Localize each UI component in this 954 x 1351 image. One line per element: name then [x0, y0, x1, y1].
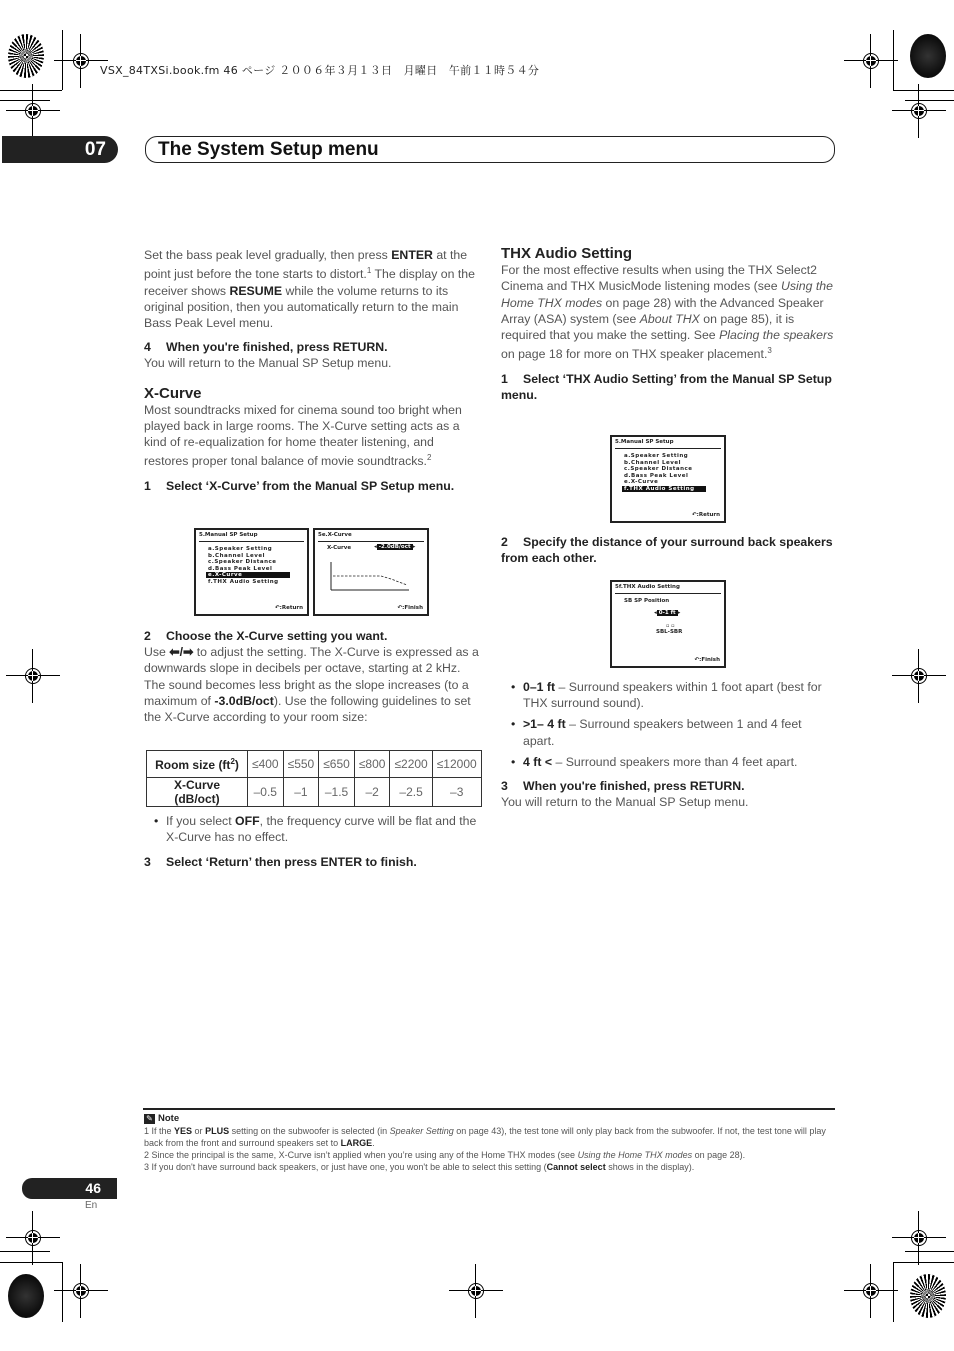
table-cell: ≤12000 [432, 751, 481, 778]
registration-mark-icon [908, 665, 930, 687]
registration-mark-icon [908, 100, 930, 122]
menu-item: b.Channel Level [624, 459, 681, 466]
speaker-label: SBL-SBR [656, 629, 683, 635]
crop-mark [893, 1262, 894, 1322]
note-1: 1 If the YES or PLUS setting on the subwoofer is selected (in Speaker Setting on page 43), the test tone will only play back from the subwoofer. If not, the test tone will play back from the front and surround speakers set to LARGE. [144, 1126, 826, 1148]
thx-step-3-title: 3 When you're finished, press RETURN. [501, 779, 745, 794]
registration-mark-icon [908, 1227, 930, 1249]
bullet-item: • >1– 4 ft – Surround speakers between 1 and 4 feet apart. [501, 716, 836, 748]
menu-item: e.X-Curve [624, 479, 659, 485]
table-cell: ≤2200 [390, 751, 432, 778]
finish-hint: ↶:Finish [397, 605, 423, 611]
thx-options [501, 679, 836, 810]
crop-mark [0, 90, 62, 91]
footnote-ref: 2 [426, 453, 432, 463]
registration-mark-icon [860, 50, 882, 72]
sb-sp-position-value: ◂ 0-1 ft ▸ [654, 610, 681, 616]
crop-mark [0, 1251, 50, 1252]
color-target-top-right [910, 34, 946, 78]
registration-mark-icon [860, 1280, 882, 1302]
note-3: 3 If you don't have surround back speakers, or just have one, you won't be able to select this setting (Cannot select shows in the display). [144, 1162, 695, 1172]
registration-mark-icon [70, 50, 92, 72]
x-curve-step-1: 1 Select ‘X-Curve’ from the Manual SP Setup menu. [144, 478, 455, 493]
note-2: 2 Since the principal is the same, X-Curve isn’t applied when you’re using any of the Home THX modes (see Using the Home THX modes on page 28). [144, 1150, 746, 1160]
table-cell: –1 [283, 778, 319, 807]
x-curve-table [146, 750, 482, 807]
notes-title: ✎ Note [144, 1112, 834, 1125]
sb-sp-position-label: SB SP Position [624, 598, 670, 604]
table-cell: –3 [432, 778, 481, 807]
table-header-room-size: Room size $(ft^2)$ [147, 751, 248, 778]
menu-item: c.Speaker Distance [208, 559, 277, 565]
table-row [147, 778, 482, 807]
menu-item-selected: e.X-Curve [206, 572, 290, 578]
chapter-title: The System Setup menu [158, 139, 379, 160]
table-header-x-curve: X-Curve (dB/oct) [147, 778, 248, 807]
menu-item: d.Bass Peak Level [624, 472, 689, 479]
table-cell: ≤800 [354, 751, 390, 778]
crop-mark [0, 1262, 62, 1263]
file-header: VSX_84TXSi.book.fm 46 ページ ２００６年３月１３日 月曜日 午前１１時５４分 [100, 64, 540, 77]
registration-mark-icon [465, 1280, 487, 1302]
table-cell: ≤400 [248, 751, 284, 778]
table-row [147, 751, 482, 778]
language-label: En [85, 1200, 98, 1211]
display-screen-thx-audio-setting: 5f.THX Audio Setting SB SP Position ◂ 0-1 ft ▸ ▫ ▫ SBL-SBR ↶:Finish [610, 580, 726, 668]
thx-step-1: 1 Select ‘THX Audio Setting’ from the Manual SP Setup menu. [501, 371, 832, 402]
left-column [144, 247, 479, 494]
return-hint: ↶:Return [692, 512, 720, 518]
registration-mark-icon [22, 665, 44, 687]
table-cell: –1.5 [319, 778, 355, 807]
x-curve-step-2-text: Use ⬅/➡ to adjust the setting. The X-Curve is expressed as a downwards slope in decibels per octave, starting at 2 kHz. The sound becomes less bright as the slope increases (to a maximum of -3.0dB/oct). Use the following guidelines to set the X-Curve according to your room size: [144, 645, 479, 725]
finish-hint: ↶:Finish [694, 657, 720, 663]
menu-item: b.Channel Level [208, 552, 265, 559]
x-curve-value: ◂ -2.0dB/oct ▸ [374, 544, 416, 550]
registration-mark-icon [22, 100, 44, 122]
footnote-ref: 1 [366, 266, 372, 276]
menu-item-selected: f.THX Audio Setting [622, 486, 706, 492]
color-target-bottom-right [910, 1274, 946, 1318]
crop-mark [893, 1262, 954, 1263]
thx-intro: For the most effective results when using the THX Select2 Cinema and THX MusicMode listening modes (see Using the Home THX modes on page 28) with the Advanced Speaker Array (ASA) system (see About THX on page 85), it is required that you make the setting. See Placing the speakers on page 18 for more on THX speaker placement.$^3$ [501, 263, 834, 362]
thx-step-2-title: 2 Specify the distance of your surround back speakers from each other. [501, 535, 833, 566]
crop-mark [62, 1262, 63, 1322]
menu-item: c.Speaker Distance [624, 466, 693, 472]
registration-mark-icon [70, 1280, 92, 1302]
menu-item: a.Speaker Setting [624, 453, 689, 459]
page-number: 46 [22, 1178, 117, 1199]
display-screen-manual-sp-setup: 5.Manual SP Setup a.Speaker Setting b.Channel Level c.Speaker Distance d.Bass Peak Level e.X-Curve f.THX Audio Setting ↶:Return [194, 528, 309, 616]
table-cell: –2 [354, 778, 390, 807]
footnote-ref: 3 [767, 346, 772, 356]
table-cell: –2.5 [390, 778, 432, 807]
x-curve-step-3: 3 Select ‘Return’ then press ENTER to finish. [144, 855, 417, 870]
arrow-keys-icon: ⬅/➡ [169, 645, 194, 660]
return-hint: ↶:Return [275, 605, 303, 611]
bullet-item: • 0–1 ft – Surround speakers within 1 foot apart (best for THX surround sound). [501, 679, 836, 711]
chapter-title-box [145, 136, 835, 163]
x-curve-label: X-Curve [327, 545, 352, 551]
intro-paragraph: Set the bass peak level gradually, then press ENTER at the point just before the tone starts to distort.$^1$ The display on the receiver shows RESUME while the volume returns to its original position, then you automatically return to the main Bass Peak Level menu. [144, 248, 475, 330]
pencil-note-icon: ✎ [144, 1114, 155, 1124]
crop-mark [893, 90, 954, 91]
x-curve-step-2-title: 2 Choose the X-Curve setting you want. [144, 629, 388, 643]
notes-section [144, 1112, 834, 1173]
menu-item: f.THX Audio Setting [208, 578, 279, 585]
step-4-text: You will return to the Manual SP Setup menu. [144, 356, 392, 371]
section-heading-thx-audio-setting: THX Audio Setting [501, 245, 633, 262]
display-screen-manual-sp-setup: 5.Manual SP Setup a.Speaker Setting b.Channel Level c.Speaker Distance d.Bass Peak Level e.X-Curve f.THX Audio Setting ↶:Return [610, 435, 726, 523]
notes-divider [143, 1108, 835, 1110]
bullet-item: • 4 ft < – Surround speakers more than 4 feet apart. [501, 754, 836, 770]
x-curve-step-2 [144, 628, 479, 725]
table-cell: –0.5 [248, 778, 284, 807]
chapter-number: 07 [2, 136, 118, 163]
bullet-item: • If you select OFF, the frequency curve will be flat and the X-Curve has no effect. [144, 813, 479, 845]
color-target-bottom-left [8, 1274, 44, 1318]
table-cell: ≤550 [283, 751, 319, 778]
menu-item: a.Speaker Setting [208, 546, 273, 552]
x-curve-intro: Most soundtracks mixed for cinema sound too bright when played back in large rooms. The X-Curve setting acts as a kind of re-equalization for home theater listening, and restores proper tonal balance of movie soundtracks.$^2$ [144, 402, 462, 469]
step-4-title: 4 When you're finished, press RETURN. [144, 340, 388, 355]
speaker-icon: ▫ ▫ [666, 623, 675, 629]
menu-item: d.Bass Peak Level [208, 565, 273, 572]
x-curve-graph [329, 562, 409, 594]
display-screen-x-curve: 5e.X-Curve X-Curve ◂ -2.0dB/oct ▸ ↶:Finish [313, 528, 429, 616]
right-column [501, 246, 836, 403]
registration-mark-icon [22, 1227, 44, 1249]
table-cell: ≤650 [319, 751, 355, 778]
crop-mark [905, 1251, 954, 1252]
thx-step-3-text: You will return to the Manual SP Setup menu. [501, 795, 749, 810]
thx-step-2 [501, 534, 841, 566]
x-curve-notes [144, 813, 479, 871]
section-heading-x-curve: X-Curve [144, 384, 202, 402]
color-target-top-left [8, 34, 44, 78]
